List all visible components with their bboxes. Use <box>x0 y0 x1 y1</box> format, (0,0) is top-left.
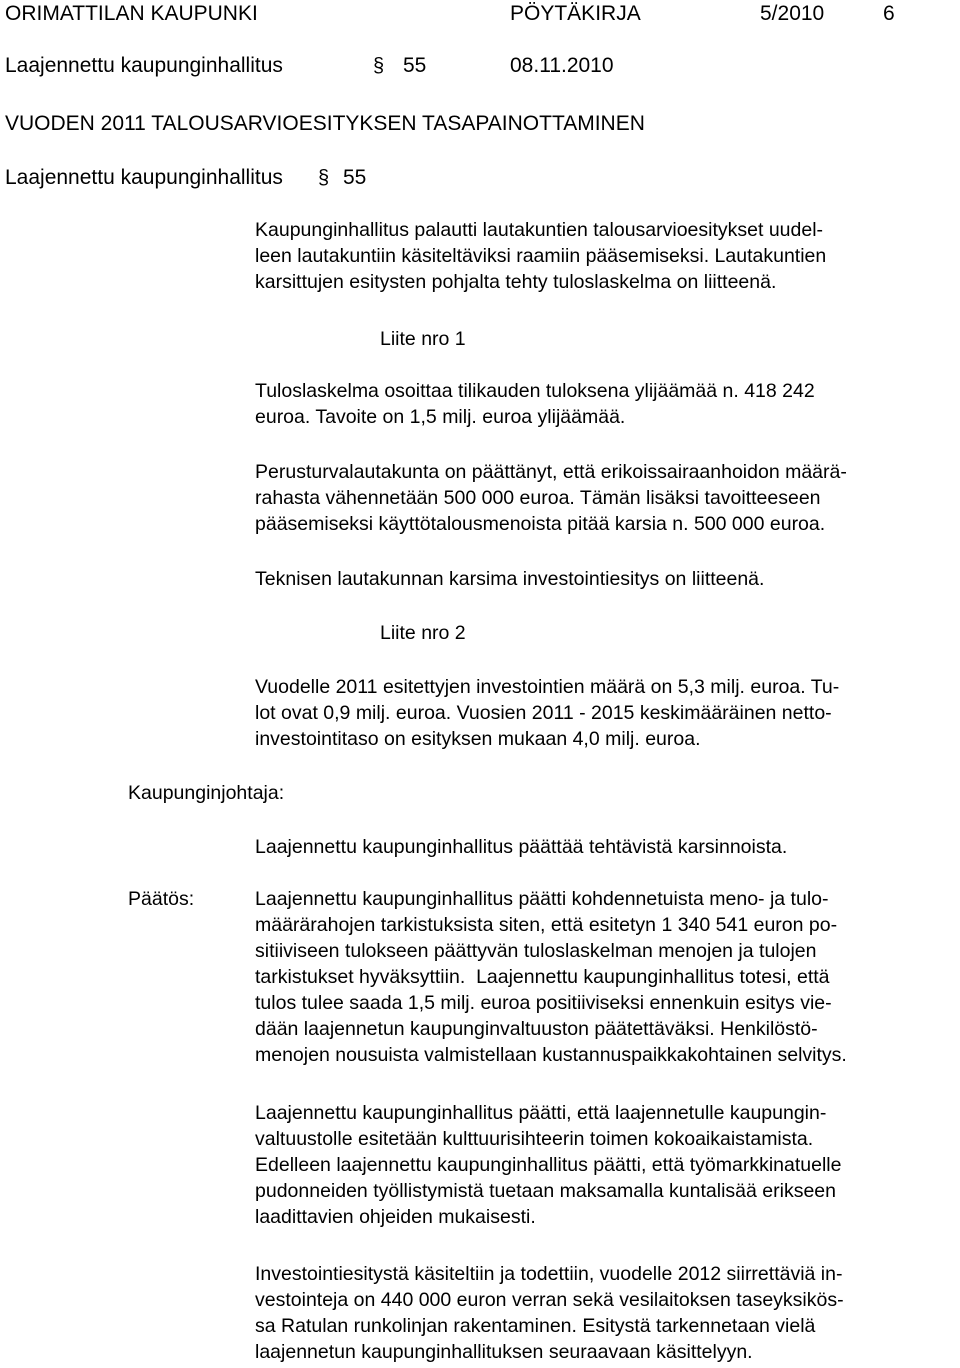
perusturva-paragraph <box>255 459 955 537</box>
decision-line: menojen nousuista valmistellaan kustannuspaikkakohtainen selvitys. <box>255 1044 847 1066</box>
result-line: Tuloslaskelma osoittaa tilikauden tuloksena ylijäämää n. 418 242 <box>255 380 815 402</box>
perusturva-line: rahasta vähennetään 500 000 euroa. Tämän lisäksi tavoitteeseen <box>255 487 821 509</box>
section-number: 55 <box>403 54 427 77</box>
decision-line: vestointeja on 440 000 euron verran sekä vesilaitoksen taseyksikös- <box>255 1289 844 1311</box>
investments-line: lot ovat 0,9 milj. euroa. Vuosien 2011 - 2015 keskimääräinen netto- <box>255 702 832 724</box>
page-number: 6 <box>883 2 895 25</box>
decision-line: sitiiviseen tulokseen päättyvän tuloslaskelman menojen ja tulojen <box>255 940 817 962</box>
section-sign-icon: § <box>318 167 330 189</box>
investments-paragraph <box>255 674 955 752</box>
tekninen-text: Teknisen lautakunnan karsima investointiesitys on liitteenä. <box>255 568 765 590</box>
decision-line: valtuustolle esitetään kulttuurisihteerin toimen kokoaikaistamista. <box>255 1128 814 1150</box>
decision-label: Päätös: <box>128 888 195 910</box>
result-paragraph <box>255 378 955 430</box>
section-ref-number: 55 <box>343 166 367 189</box>
section-sign-icon: § <box>373 55 385 77</box>
decision-line: laadittavien ohjeiden mukaisesti. <box>255 1206 536 1228</box>
doc-type: PÖYTÄKIRJA <box>510 2 641 25</box>
decision-line: Laajennettu kaupunginhallitus päätti kohdennetuista meno- ja tulo- <box>255 888 829 910</box>
decision-line: pudonneiden työllistymistä tuetaan maksamalla kuntalisää erikseen <box>255 1180 836 1202</box>
proposal-text: Laajennettu kaupunginhallitus päättää tehtävistä karsinnoista. <box>255 836 788 858</box>
attachment-2: Liite nro 2 <box>380 622 466 644</box>
investments-line: investointitaso on esityksen mukaan 4,0 milj. euroa. <box>255 728 701 750</box>
meeting-body: Laajennettu kaupunginhallitus <box>5 54 283 77</box>
intro-line: Kaupunginhallitus palautti lautakuntien talousarvioesitykset uudel- <box>255 219 824 241</box>
decision-line: Laajennettu kaupunginhallitus päätti, että laajennetulle kaupungin- <box>255 1102 827 1124</box>
page-title: VUODEN 2011 TALOUSARVIOESITYKSEN TASAPAINOTTAMINEN <box>5 112 645 135</box>
result-line: euroa. Tavoite on 1,5 milj. euroa ylijäämää. <box>255 406 626 428</box>
attachment-1: Liite nro 1 <box>380 328 466 350</box>
doc-number: 5/2010 <box>760 2 825 25</box>
decision-line: sa Ratulan runkolinjan rakentaminen. Esitystä tarkennetaan vielä <box>255 1315 816 1337</box>
perusturva-line: pääsemiseksi käyttötalousmenoista pitää karsia n. 500 000 euroa. <box>255 513 826 535</box>
intro-line: leen lautakuntiin käsiteltäviksi raamiin pääsemiseksi. Lautakuntien <box>255 245 827 267</box>
investments-line: Vuodelle 2011 esitettyjen investointien määrä on 5,3 milj. euroa. Tu- <box>255 676 840 698</box>
intro-line: karsittujen esitysten pohjalta tehty tuloslaskelma on liitteenä. <box>255 271 777 293</box>
decision-line: Investointiesitystä käsiteltiin ja todettiin, vuodelle 2012 siirrettäviä in- <box>255 1263 843 1285</box>
decision-line: Edelleen laajennettu kaupunginhallitus päätti, että työmarkkinatuelle <box>255 1154 842 1176</box>
org-name: ORIMATTILAN KAUPUNKI <box>5 2 258 25</box>
meeting-date: 08.11.2010 <box>510 54 614 77</box>
proposal-label: Kaupunginjohtaja: <box>128 782 285 804</box>
decision-paragraph-3 <box>255 1261 955 1365</box>
perusturva-line: Perusturvalautakunta on päättänyt, että erikoissairaanhoidon määrä- <box>255 461 847 483</box>
decision-line: laajennetun kaupunginhallituksen seuraavaan käsittelyyn. <box>255 1341 753 1363</box>
decision-paragraph-2 <box>255 1100 955 1230</box>
decision-line: tulos tulee saada 1,5 milj. euroa positiiviseksi ennenkuin esitys vie- <box>255 992 832 1014</box>
decision-line: tarkistukset hyväksyttiin. Laajennettu kaupunginhallitus totesi, että <box>255 966 830 988</box>
section-ref-body: Laajennettu kaupunginhallitus <box>5 166 283 189</box>
intro-paragraph <box>255 217 955 295</box>
decision-line: dään laajennetun kaupunginvaltuuston päätettäväksi. Henkilöstö- <box>255 1018 818 1040</box>
decision-paragraph-1 <box>255 886 955 1068</box>
decision-line: määrärahojen tarkistuksista siten, että esitetyn 1 340 541 euron po- <box>255 914 838 936</box>
